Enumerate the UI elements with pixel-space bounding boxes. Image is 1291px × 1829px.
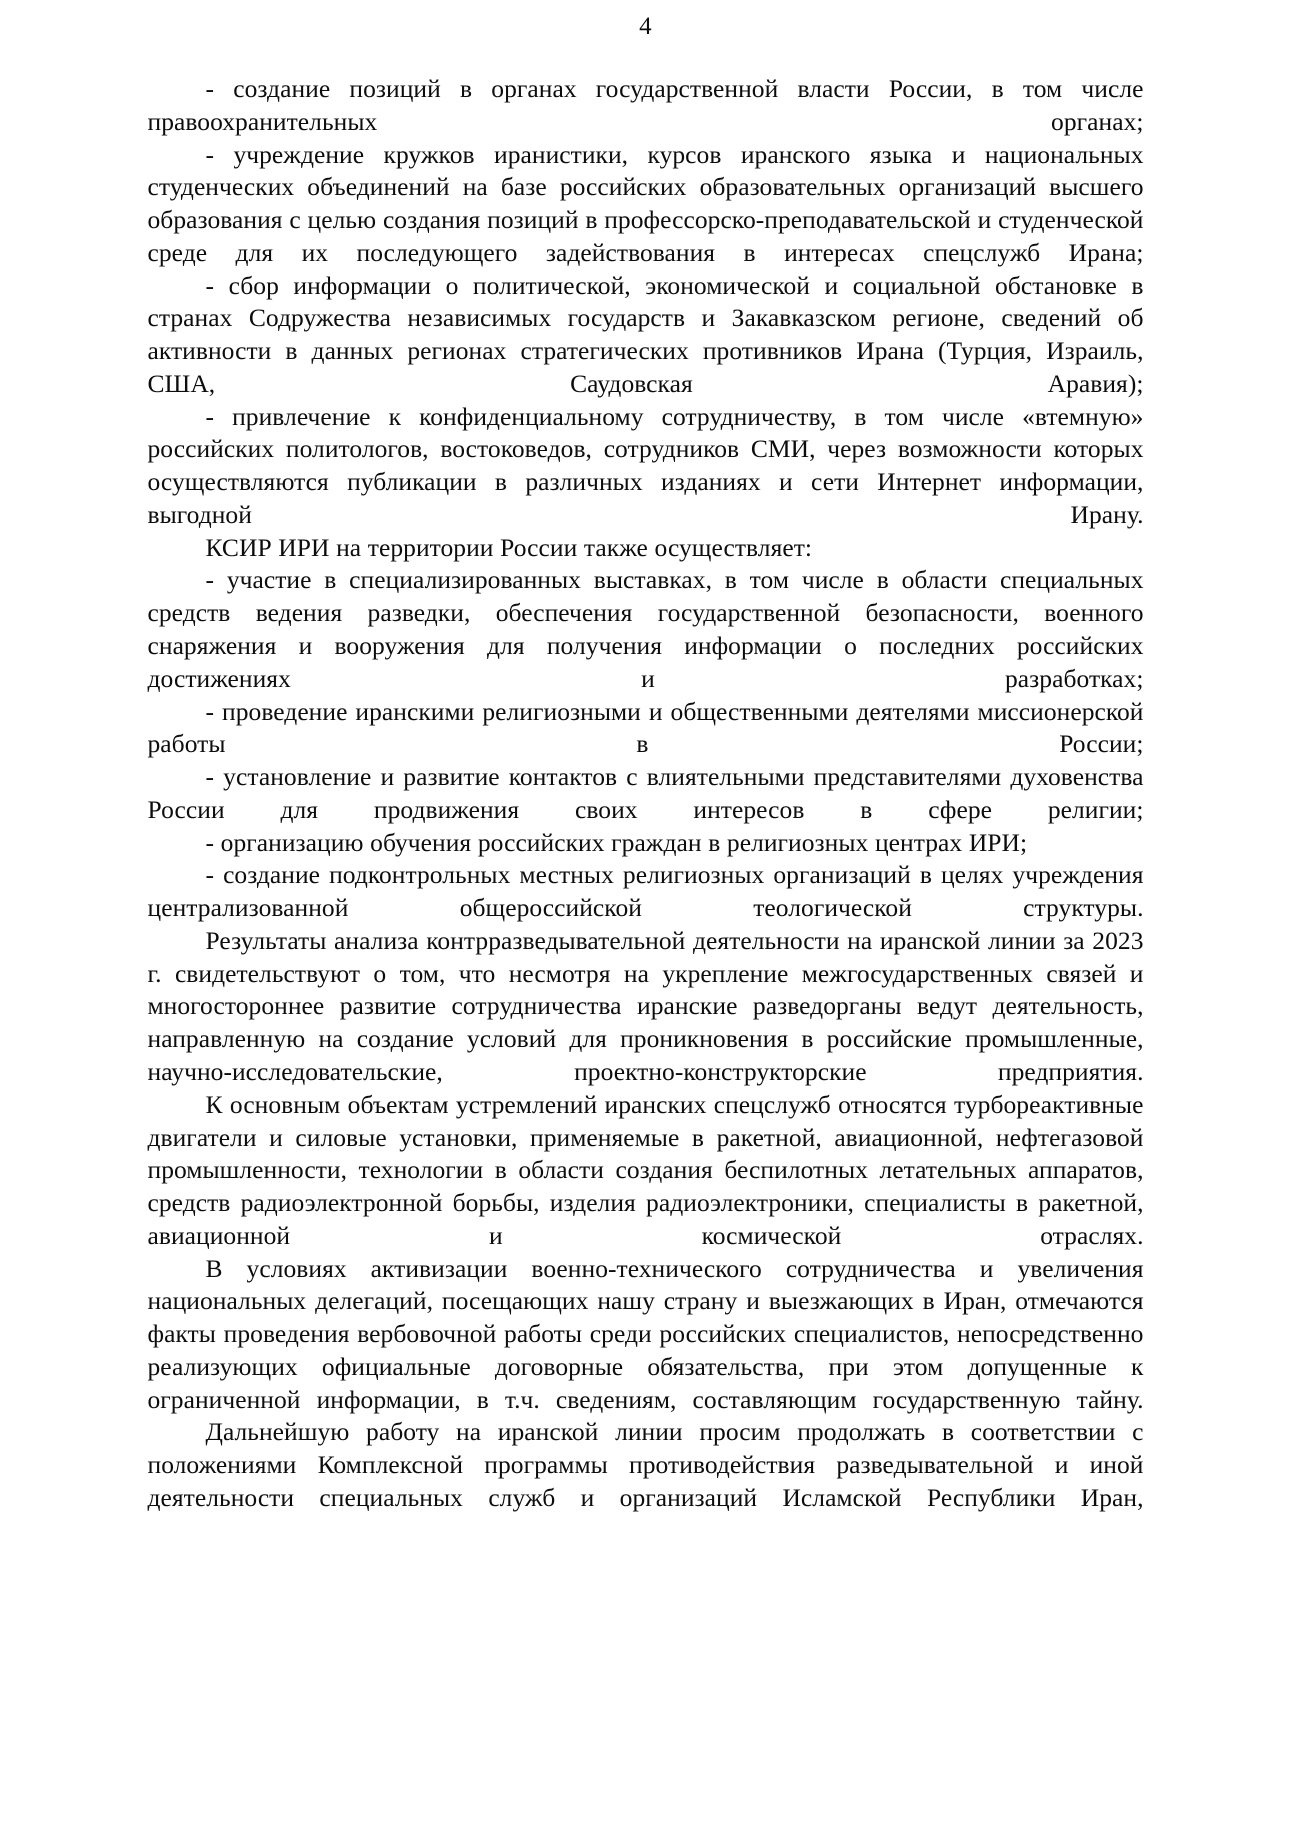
paragraph: - сбор информации о политической, экономической и социальной обстановке в странах Содружества независимых государств и Закавказском регионе, сведений об активности в данных регионах стратегических противников Ирана (Турция, Израиль, США, Саудовская Аравия);	[147, 270, 1144, 398]
paragraph: - проведение иранскими религиозными и общественными деятелями миссионерской работы в России;	[147, 696, 1144, 759]
document-body	[148, 39, 1144, 1515]
paragraph: КСИР ИРИ на территории России также осуществляет:	[205, 532, 813, 562]
paragraph: - установление и развитие контактов с влиятельными представителями духовенства России для продвижения своих интересов в сфере религии;	[147, 762, 1144, 824]
paragraph: - привлечение к конфиденциальному сотрудничеству, в том числе «втемную» российских политологов, востоковедов, сотрудников СМИ, через возможности которых осуществляются публикации в различных изданиях и сети Интернет информации, выгодной Ирану.	[147, 401, 1144, 529]
page-number: 4	[639, 13, 652, 40]
paragraph: - учреждение кружков иранистики, курсов иранского языка и национальных студенческих объединений на базе российских образовательных организаций высшего образования с целью создания позиций в профессорско-преподавательской и студенческой среде для их последующего задействования в интересах спецслужб Ирана;	[147, 139, 1144, 267]
paragraph: В условиях активизации военно-технического сотрудничества и увеличения национальных делегаций, посещающих нашу страну и выезжающих в Иран, отмечаются факты проведения вербовочной работы среди российских специалистов, непосредственно реализующих официальные договорные обязательства, при этом допущенные к ограниченной информации, в т.ч. сведениям, составляющим государственную тайну.	[147, 1253, 1144, 1414]
paragraph: Результаты анализа контрразведывательной деятельности на иранской линии за 2023 г. свидетельствуют о том, что несмотря на укрепление межгосударственных связей и многостороннее развитие сотрудничества иранские разведорганы ведут деятельность, направленную на создание условий для проникновения в российские промышленные, научно-исследовательские, проектно-конструкторские предприятия.	[147, 925, 1144, 1086]
paragraph: - создание подконтрольных местных религиозных организаций в целях учреждения централизованной общероссийской теологической структуры.	[147, 860, 1144, 923]
paragraph: Дальнейшую работу на иранской линии просим продолжать в соответствии с положениями Комплексной программы противодействия разведывательной и иной деятельности специальных служб и организаций Исламской Республики Иран,	[147, 1417, 1144, 1512]
paragraph: - создание позиций в органах государственной власти России, в том числе правоохранительных органах;	[147, 74, 1144, 136]
paragraph: - организацию обучения российских граждан в религиозных центрах ИРИ;	[205, 827, 1028, 857]
paragraph: - участие в специализированных выставках, в том числе в области специальных средств ведения разведки, обеспечения государственной безопасности, военного снаряжения и вооружения для получения информации о последних российских достижениях и разработках;	[147, 565, 1144, 693]
paragraph: К основным объектам устремлений иранских спецслужб относятся турбореактивные двигатели и силовые установки, применяемые в ракетной, авиационной, нефтегазовой промышленности, технологии в области создания беспилотных летательных аппаратов, средств радиоэлектронной борьбы, изделия радиоэлектроники, специалисты в ракетной, авиационной и космической отраслях.	[147, 1089, 1144, 1250]
